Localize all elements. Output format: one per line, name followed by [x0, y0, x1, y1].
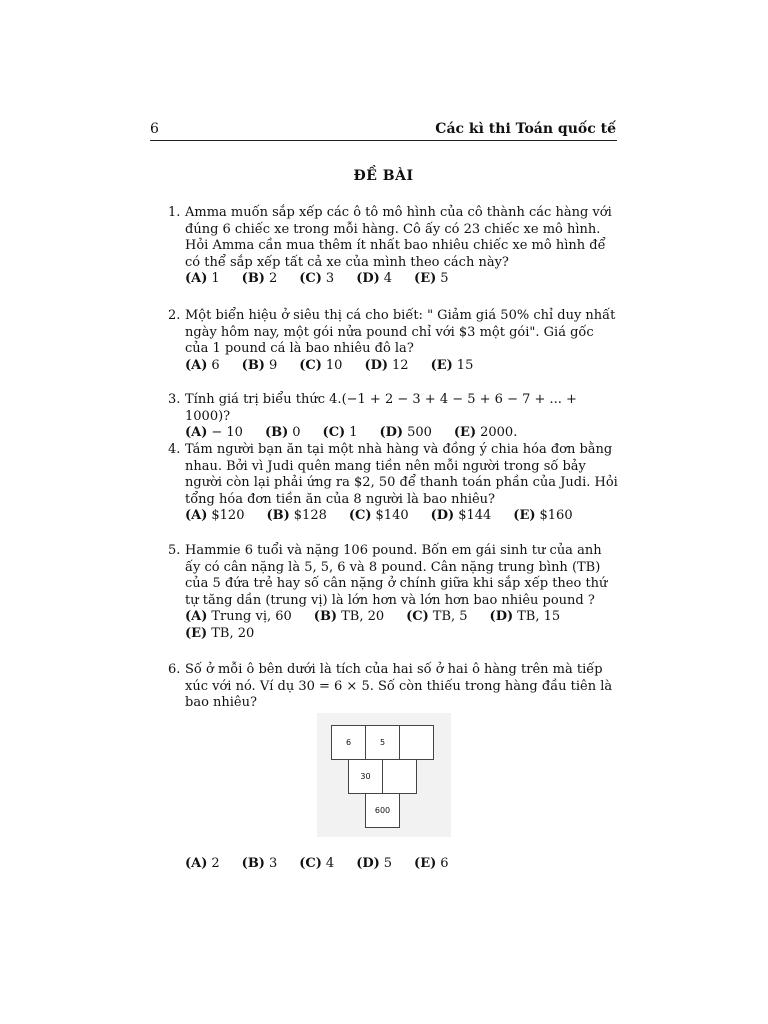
- problem-stem: Một biển hiệu ở siêu thị cá cho biết: " Giảm giá 50% chỉ duy nhất ngày hôm nay, một gói nửa pound chỉ với $3 một gói". Giá gốc của 1 pound cá là bao nhiêu đô la?: [185, 308, 616, 356]
- pyramid-cell: 5: [365, 725, 400, 760]
- problem-4: [168, 442, 620, 525]
- header-rule: [150, 140, 617, 141]
- problem-5: [168, 543, 620, 642]
- option-d: (D) $144: [430, 508, 492, 523]
- problem-stem: Amma muốn sắp xếp các ô tô mô hình của cô thành các hàng với đúng 6 chiếc xe trong mỗi hàng. Cô ấy có 23 chiếc xe mô hình. Hỏi Amma cần mua thêm ít nhất bao nhiêu chiếc xe mô hình để có thể sắp xếp tất cả xe của mình theo cách này?: [185, 205, 612, 270]
- product-pyramid-figure: [317, 713, 451, 837]
- problem-number: 6.: [168, 662, 181, 677]
- option-c: (C) $140: [348, 508, 409, 523]
- option-b: (B) 3: [241, 856, 278, 871]
- problem-stem: Tám người bạn ăn tại một nhà hàng và đồng ý chia hóa đơn bằng nhau. Bởi vì Judi quên mang tiền nên mỗi người trong số bảy người còn lại phải ứng ra $2, 50 để thanh toán phần của Judi. Hỏi tổng hóa đơn tiền ăn của 8 người là bao nhiêu?: [185, 442, 618, 507]
- answer-options: [185, 358, 620, 375]
- option-d: (D) 5: [356, 856, 393, 871]
- option-c: (C) 4: [299, 856, 335, 871]
- option-e: (E) 6: [414, 856, 449, 871]
- option-d: (D) 500: [379, 425, 432, 440]
- option-c: (C) 1: [322, 425, 358, 440]
- option-a: (A) 6: [185, 357, 220, 373]
- option-a: (A) − 10: [185, 425, 243, 440]
- problem-2: [168, 308, 620, 374]
- problem-6: [168, 662, 620, 712]
- problem-number: 2.: [168, 308, 181, 323]
- problem-1: [168, 205, 620, 288]
- option-b: (B) 2: [241, 271, 278, 286]
- pyramid-cell: 6: [331, 725, 366, 760]
- page-number: 6: [150, 121, 159, 137]
- pyramid-cell: 600: [365, 793, 400, 828]
- problem-stem: Tính giá trị biểu thức 4.(−1 + 2 − 3 + 4 − 5 + 6 − 7 + ... + 1000)?: [185, 392, 577, 424]
- option-b: (B) $128: [266, 508, 327, 523]
- option-d: (D) TB, 15: [489, 609, 561, 624]
- pyramid-cell: [382, 759, 417, 794]
- problem-number: 4.: [168, 442, 181, 457]
- option-c: (C) 3: [299, 271, 335, 286]
- option-b: (B) 9: [241, 357, 278, 373]
- answer-options: [185, 425, 620, 442]
- option-a: (A) $120: [185, 508, 245, 523]
- problem-number: 1.: [168, 205, 181, 220]
- option-e: (E) 2000.: [453, 425, 518, 440]
- pyramid-cell: 30: [348, 759, 383, 794]
- answer-options: [185, 609, 620, 642]
- book-title: Các kì thi Toán quốc tế: [435, 121, 616, 137]
- option-e: (E) TB, 20: [185, 625, 255, 641]
- option-d: (D) 4: [356, 271, 393, 286]
- option-e: (E) 5: [414, 271, 449, 286]
- answer-options: [185, 508, 620, 525]
- option-a: (A) 1: [185, 271, 220, 286]
- option-c: (C) 10: [299, 357, 343, 373]
- option-b: (B) 0: [264, 425, 301, 440]
- option-e: (E) 15: [430, 357, 474, 373]
- option-a: (A) Trung vị, 60: [185, 609, 292, 624]
- problem-number: 5.: [168, 543, 181, 558]
- option-b: (B) TB, 20: [313, 609, 385, 624]
- problem-3: [168, 392, 620, 442]
- section-title: ĐỀ BÀI: [353, 168, 414, 184]
- pyramid-cell-missing: [399, 725, 434, 760]
- answer-options: [185, 271, 620, 288]
- option-c: (C) TB, 5: [406, 609, 468, 624]
- option-e: (E) $160: [513, 508, 573, 523]
- option-d: (D) 12: [364, 357, 409, 373]
- problem-stem: Hammie 6 tuổi và nặng 106 pound. Bốn em gái sinh tư của anh ấy có cân nặng là 5, 5, 6 và 8 pound. Cân nặng trung bình (TB) của 5 đứa trẻ hay số cân nặng ở chính giữa khi sắp xếp theo thứ tự tăng dần (trung vị) là lớn hơn và lớn hơn bao nhiêu pound ?: [185, 543, 608, 608]
- answer-options: [185, 856, 449, 871]
- option-a: (A) 2: [185, 856, 220, 871]
- problem-number: 3.: [168, 392, 181, 407]
- problem-stem: Số ở mỗi ô bên dưới là tích của hai số ở hai ô hàng trên mà tiếp xúc với nó. Ví dụ 30 = 6 × 5. Số còn thiếu trong hàng đầu tiên là bao nhiêu?: [185, 662, 613, 710]
